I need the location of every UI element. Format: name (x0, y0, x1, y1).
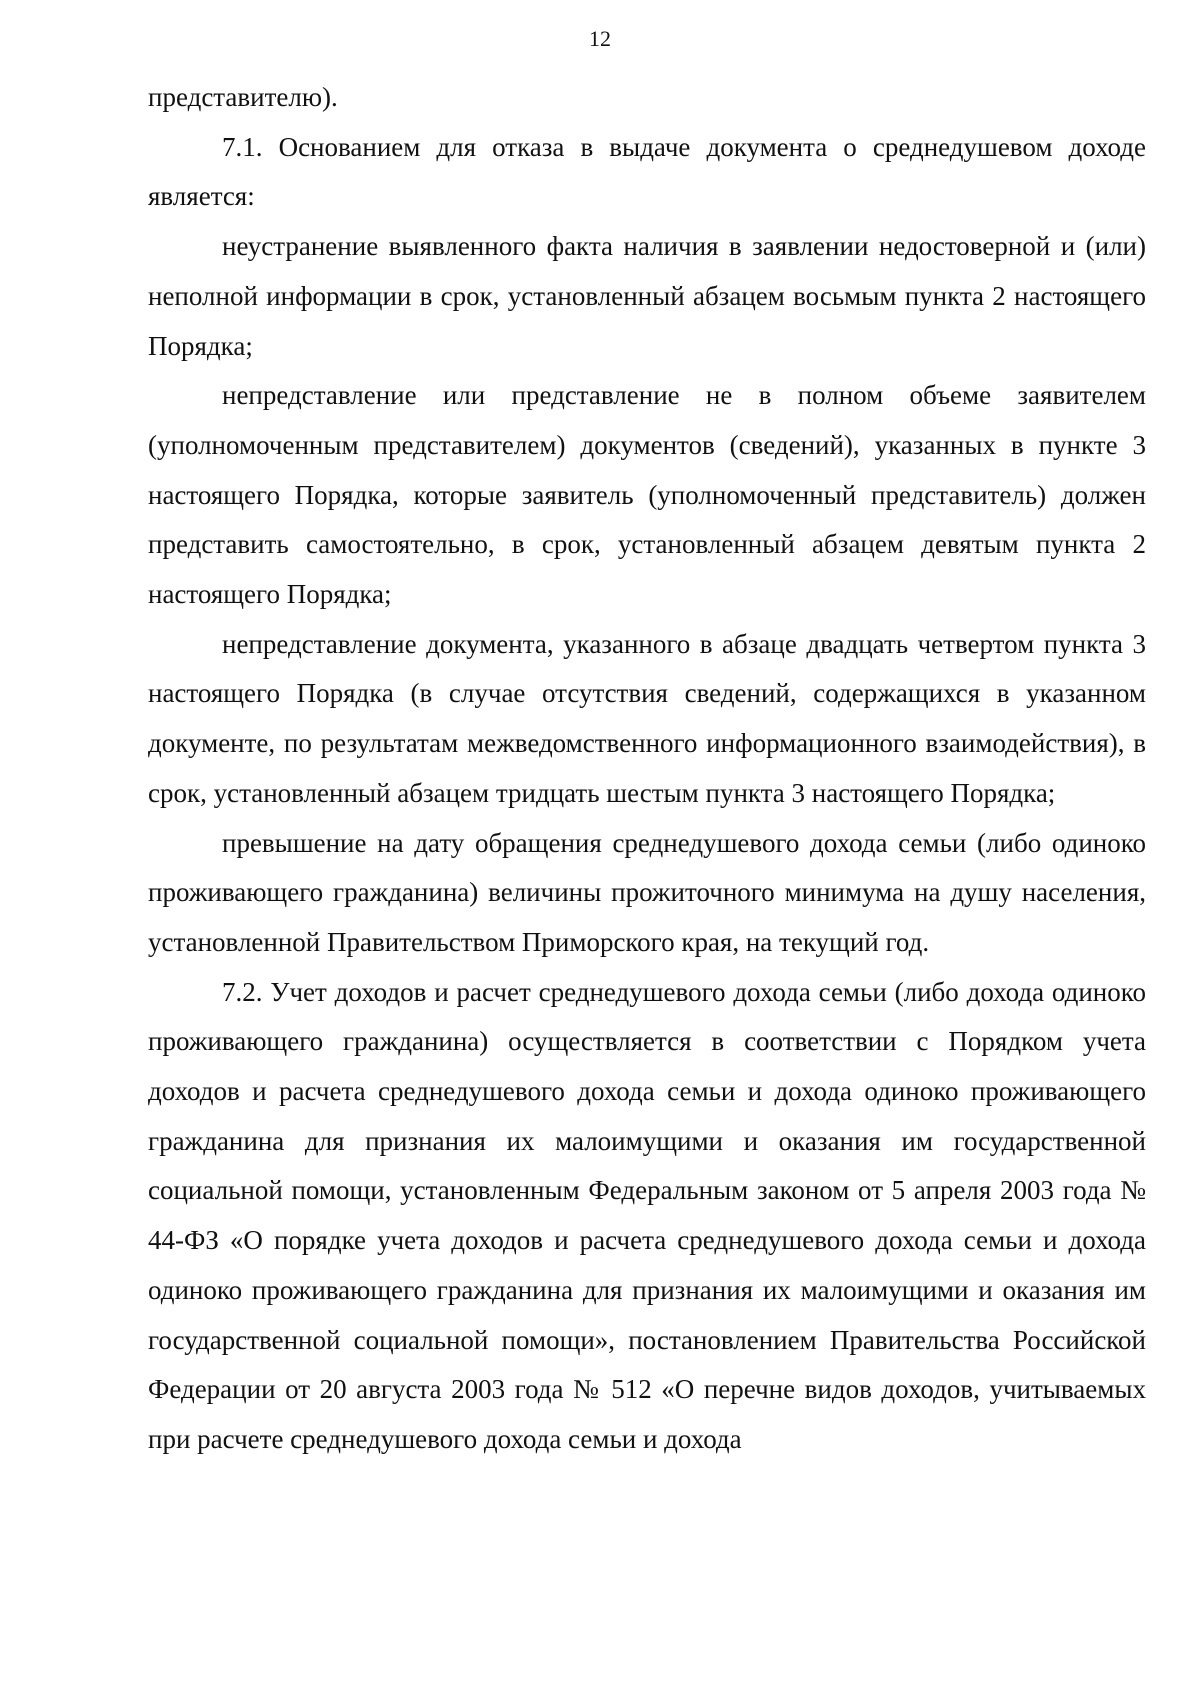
paragraph-refusal-reason-2: непредставление или представление не в полном объеме заявителем (уполномоченным представителем) документов (сведений), указанных в пункте 3 настоящего Порядка, которые заявитель (уполномоченный представитель) должен представить самостоятельно, в срок, установленный абзацем девятым пункта 2 настоящего Порядка; (148, 380, 1146, 610)
paragraph-refusal-reason-1: неустранение выявленного факта наличия в заявлении недостоверной и (или) неполной информации в срок, установленный абзацем восьмым пункта 2 настоящего Порядка; (148, 231, 1146, 361)
paragraph-7-1: 7.1. Основанием для отказа в выдаче документа о среднедушевом доходе является: (148, 131, 1146, 212)
paragraph-7-2: 7.2. Учет доходов и расчет среднедушевого дохода семьи (либо дохода одиноко проживающего гражданина) осуществляется в соответствии с Порядком учета доходов и расчета среднедушевого дохода семьи и дохода одиноко проживающего гражданина для признания их малоимущими и оказания им государственной социальной помощи, установленным Федеральным законом от 5 апреля 2003 года № 44-ФЗ «О порядке учета доходов и расчета среднедушевого дохода семьи и дохода одиноко проживающего гражданина для признания их малоимущими и оказания им государственной социальной помощи», постановлением Правительства Российской Федерации от 20 августа 2003 года № 512 «О перечне видов доходов, учитываемых при расчете среднедушевого дохода семьи и дохода (148, 976, 1146, 1454)
page-number: 12 (589, 26, 611, 51)
document-body (148, 73, 1146, 1465)
paragraph-continuation: представителю). (148, 82, 338, 112)
paragraph-refusal-reason-4: превышение на дату обращения среднедушевого дохода семьи (либо одиноко проживающего гражданина) величины прожиточного минимума на душу населения, установленной Правительством Приморского края, на текущий год. (148, 827, 1146, 957)
paragraph-refusal-reason-3: непредставление документа, указанного в абзаце двадцать четвертом пункта 3 настоящего Порядка (в случае отсутствия сведений, содержащихся в указанном документе, по результатам межведомственного информационного взаимодействия), в срок, установленный абзацем тридцать шестым пункта 3 настоящего Порядка; (148, 628, 1146, 808)
